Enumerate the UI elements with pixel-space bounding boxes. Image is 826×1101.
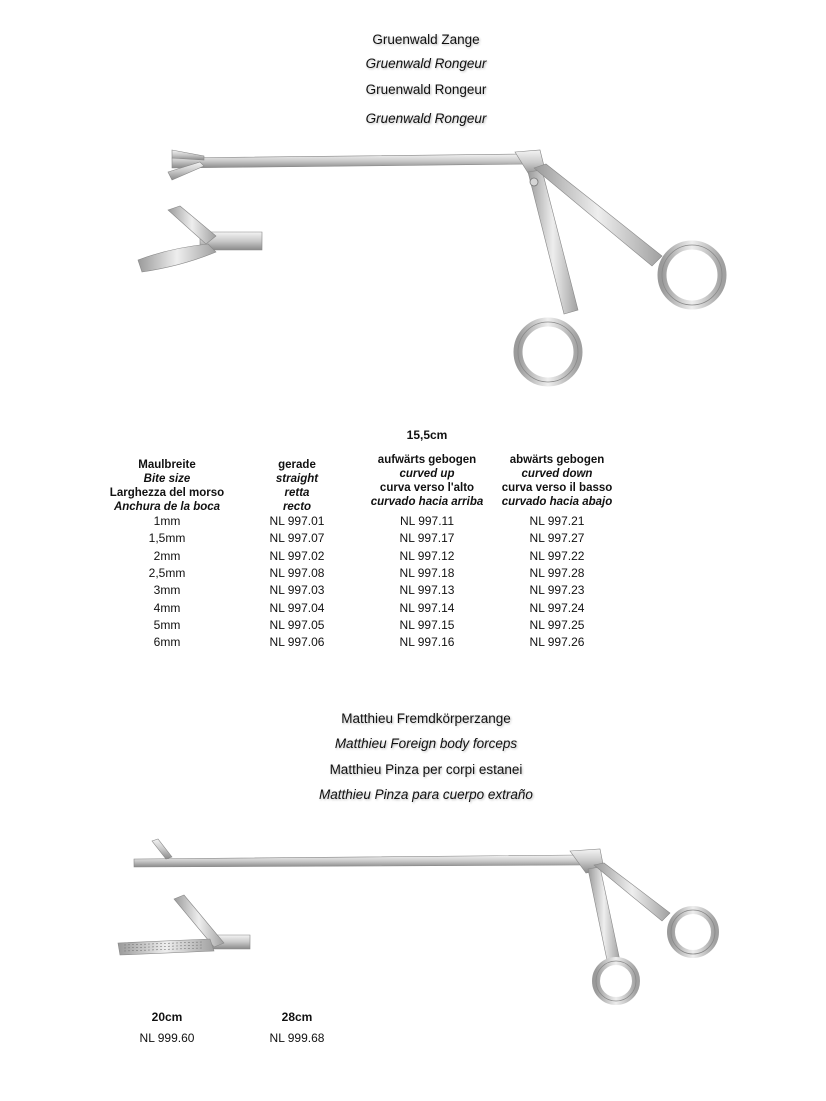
matthieu-forceps-image — [110, 835, 730, 1015]
variant-code: NL 999.60 — [139, 1031, 195, 1045]
variant-length: 28cm — [281, 1010, 313, 1024]
variant-length: 20cm — [151, 1010, 183, 1024]
section2-title-de: Matthieu Fremdkörperzange — [341, 711, 511, 726]
gruenwald-rongeur-image — [130, 140, 750, 410]
table-cell-size: 6mm — [153, 635, 181, 650]
table-cell-down: NL 997.23 — [529, 583, 585, 598]
table-cell-up: NL 997.13 — [399, 583, 455, 598]
table-cell-straight: NL 997.03 — [269, 583, 325, 598]
table-cell-size: 4mm — [153, 600, 181, 615]
header-curved-down: abwärts gebogen curved down curva verso il basso curvado hacia abajo — [501, 454, 613, 508]
table-cell-straight: NL 997.06 — [269, 635, 325, 650]
table-cell-up: NL 997.18 — [399, 565, 455, 580]
section1-title-it: Gruenwald Rongeur — [365, 82, 487, 97]
header-bite-size: Maulbreite Bite size Larghezza del morso Anchura de la boca — [109, 459, 225, 513]
table-cell-down: NL 997.25 — [529, 617, 585, 632]
section2-title-en: Matthieu Foreign body forceps — [334, 736, 518, 751]
table-cell-size: 2,5mm — [148, 565, 186, 580]
table-cell-straight: NL 997.05 — [269, 617, 325, 632]
table-cell-down: NL 997.22 — [529, 548, 585, 563]
table-cell-up: NL 997.16 — [399, 635, 455, 650]
table-cell-size: 1,5mm — [148, 531, 186, 546]
table-cell-straight: NL 997.08 — [269, 565, 325, 580]
table-cell-straight: NL 997.01 — [269, 514, 325, 528]
table-cell-up: NL 997.14 — [399, 600, 455, 615]
section2-title-it: Matthieu Pinza per corpi estanei — [329, 762, 523, 777]
table-cell-down: NL 997.28 — [529, 565, 585, 580]
header-curved-up: aufwärts gebogen curved up curva verso l'alto curvado hacia arriba — [370, 454, 484, 508]
section2-title-es: Matthieu Pinza para cuerpo extraño — [319, 787, 533, 802]
table-cell-up: NL 997.15 — [399, 617, 455, 632]
section1-title-en: Gruenwald Rongeur — [365, 56, 487, 71]
length-label: 15,5cm — [406, 428, 448, 442]
variant-code: NL 999.68 — [269, 1031, 325, 1045]
table-cell-size: 5mm — [153, 617, 181, 632]
section1-title-de: Gruenwald Zange — [372, 32, 480, 47]
table-cell-down: NL 997.27 — [529, 531, 585, 546]
table-cell-size: 2mm — [153, 548, 181, 563]
section1-title-es: Gruenwald Rongeur — [365, 111, 487, 126]
table-cell-straight: NL 997.02 — [269, 548, 325, 563]
table-cell-straight: NL 997.07 — [269, 531, 325, 546]
table-cell-up: NL 997.11 — [399, 514, 455, 528]
table-cell-straight: NL 997.04 — [269, 600, 325, 615]
table-cell-size: 3mm — [153, 583, 181, 598]
table-cell-up: NL 997.17 — [399, 531, 455, 546]
table-cell-down: NL 997.24 — [529, 600, 585, 615]
table-cell-up: NL 997.12 — [399, 548, 455, 563]
table-cell-down: NL 997.26 — [529, 635, 585, 650]
table-cell-down: NL 997.21 — [529, 514, 585, 528]
table-cell-size: 1mm — [153, 514, 181, 528]
header-straight: gerade straight retta recto — [275, 459, 319, 513]
